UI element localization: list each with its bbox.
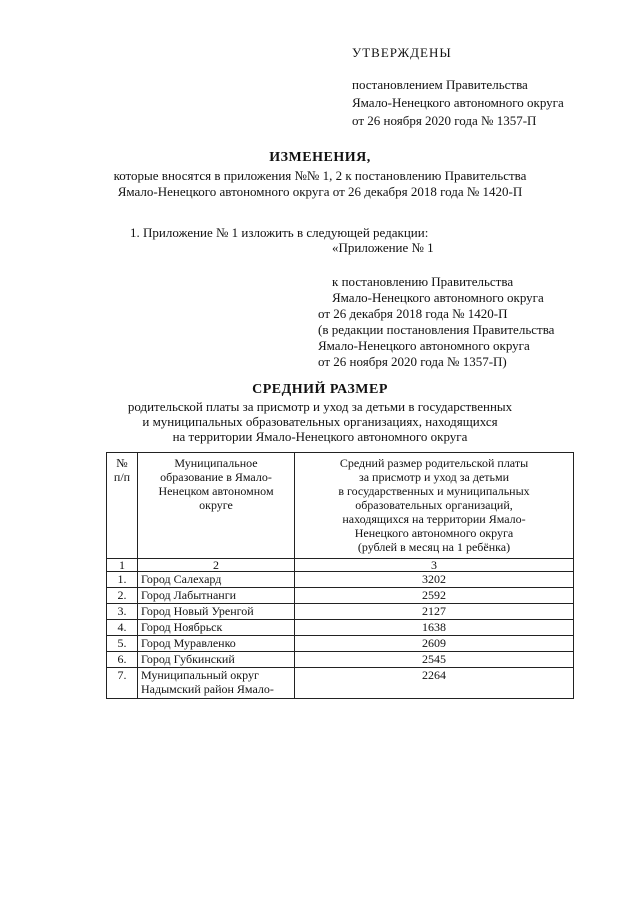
header-amount: Средний размер родительской платы за присмотр и уход за детьми в государственных и муниципальных образовательных организаций, находящихся на территории Ямало- Ненецкого автономного округа (рублей в месяц на 1 ребёнка) xyxy=(295,453,574,559)
table-row xyxy=(107,588,574,604)
header-num: № п/п xyxy=(107,453,138,559)
annex-line: Ямало-Ненецкого автономного округа xyxy=(318,338,530,353)
column-number: 3 xyxy=(295,559,574,572)
row-num: 7. xyxy=(107,668,138,699)
changes-heading: ИЗМЕНЕНИЯ, xyxy=(269,150,371,165)
row-num: 4. xyxy=(107,620,138,636)
annex-line: Ямало-Ненецкого автономного округа xyxy=(332,290,544,305)
row-num: 3. xyxy=(107,604,138,620)
annex-line: к постановлению Правительства xyxy=(332,274,514,289)
column-number: 2 xyxy=(138,559,295,572)
row-amount: 1638 xyxy=(295,620,574,636)
average-size-line: на территории Ямало-Ненецкого автономного округа xyxy=(172,429,468,444)
annex-line: (в редакции постановления Правительства xyxy=(318,322,555,337)
fees-table xyxy=(106,452,574,699)
row-municipality: Город Ноябрьск xyxy=(138,620,295,636)
row-municipality: Муниципальный округ Надымский район Ямало- xyxy=(138,668,295,699)
row-amount: 2545 xyxy=(295,652,574,668)
column-number-row xyxy=(107,559,574,572)
approval-line: от 26 ноября 2020 года № 1357-П xyxy=(352,113,537,128)
approval-block xyxy=(352,44,564,130)
row-num: 2. xyxy=(107,588,138,604)
column-number: 1 xyxy=(107,559,138,572)
approval-line: Ямало-Ненецкого автономного округа xyxy=(352,95,564,110)
table-header-row xyxy=(107,453,574,559)
table-row xyxy=(107,572,574,588)
approval-stamp: УТВЕРЖДЕНЫ xyxy=(352,45,452,60)
annex-line: от 26 декабря 2018 года № 1420-П xyxy=(318,306,508,321)
row-municipality: Город Салехард xyxy=(138,572,295,588)
changes-block xyxy=(60,150,580,200)
table-row xyxy=(107,652,574,668)
average-size-heading: СРЕДНИЙ РАЗМЕР xyxy=(252,382,388,397)
row-municipality: Город Муравленко xyxy=(138,636,295,652)
table-row xyxy=(107,620,574,636)
annex-title: «Приложение № 1 xyxy=(332,240,434,255)
row-num: 1. xyxy=(107,572,138,588)
item-1-text: 1. Приложение № 1 изложить в следующей редакции: xyxy=(130,225,429,240)
annex-block xyxy=(318,240,554,370)
row-amount: 2609 xyxy=(295,636,574,652)
row-municipality: Город Новый Уренгой xyxy=(138,604,295,620)
annex-line: от 26 ноября 2020 года № 1357-П) xyxy=(318,354,507,369)
row-amount: 2127 xyxy=(295,604,574,620)
row-amount: 2592 xyxy=(295,588,574,604)
row-amount: 3202 xyxy=(295,572,574,588)
average-size-line: и муниципальных образовательных организациях, находящихся xyxy=(142,414,498,429)
changes-line: Ямало-Ненецкого автономного округа от 26 декабря 2018 года № 1420-П xyxy=(117,184,523,199)
row-municipality: Город Лабытнанги xyxy=(138,588,295,604)
table-row xyxy=(107,636,574,652)
table-row xyxy=(107,604,574,620)
row-amount: 2264 xyxy=(295,668,574,699)
table-row xyxy=(107,668,574,699)
row-municipality: Город Губкинский xyxy=(138,652,295,668)
header-municipality: Муниципальное образование в Ямало- Ненецком автономном округе xyxy=(138,453,295,559)
row-num: 6. xyxy=(107,652,138,668)
approval-line: постановлением Правительства xyxy=(352,77,528,92)
row-num: 5. xyxy=(107,636,138,652)
average-size-block xyxy=(80,382,560,444)
average-size-line: родительской платы за присмотр и уход за детьми в государственных xyxy=(127,399,513,414)
changes-line: которые вносятся в приложения №№ 1, 2 к постановлению Правительства xyxy=(113,168,527,183)
